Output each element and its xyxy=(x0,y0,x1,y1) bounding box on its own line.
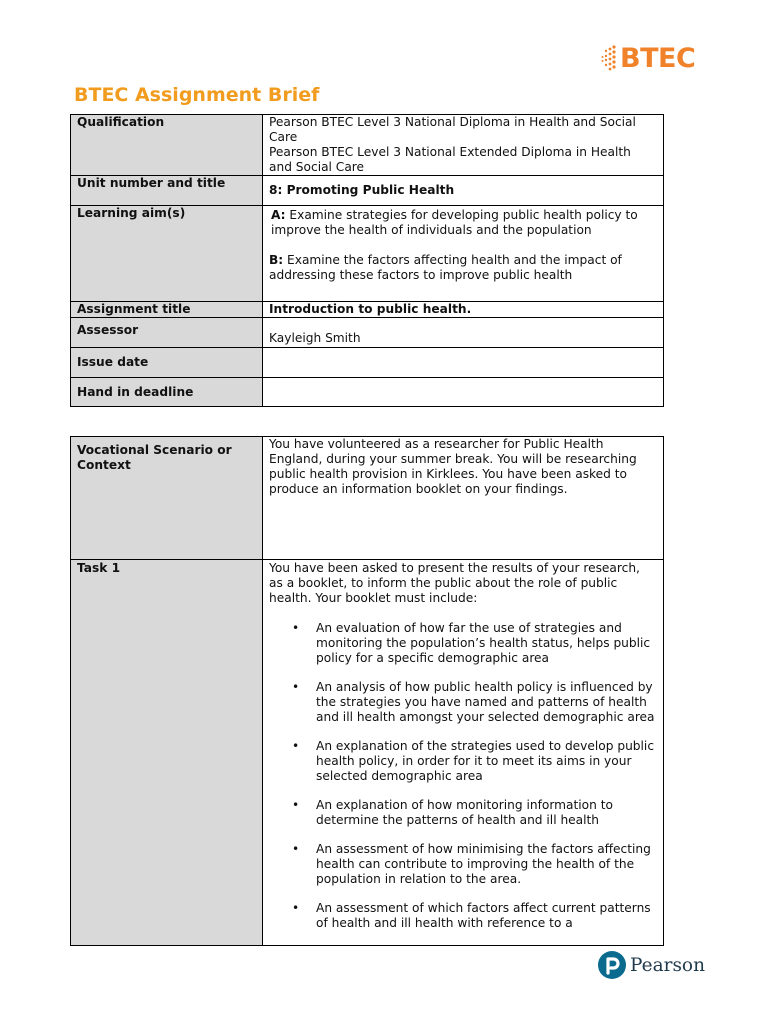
aim-b-key: B: xyxy=(269,253,284,267)
issue-date-row xyxy=(71,348,664,378)
assignment-title-row xyxy=(71,302,664,318)
scenario-task-table xyxy=(70,436,664,946)
assignment-title-label: Assignment title xyxy=(77,302,191,316)
assignment-title-value-cell xyxy=(263,302,664,318)
scenario-text-cell xyxy=(263,437,664,560)
list-item: • An assessment of how minimising the factors affecting health can contribute to improving the health of the population in relation to the area. xyxy=(269,842,657,887)
deadline-value-cell xyxy=(263,378,664,407)
task-1-list xyxy=(269,621,657,931)
qualification-label: Qualification xyxy=(77,115,165,129)
assignment-title-value: Introduction to public health. xyxy=(269,302,472,316)
brief-details-table xyxy=(70,114,664,407)
assessor-value: Kayleigh Smith xyxy=(269,331,361,345)
pearson-logo xyxy=(598,951,705,979)
task-1-content-cell xyxy=(263,560,664,946)
assessor-label-cell xyxy=(71,318,263,348)
aim-a-text: Examine strategies for developing public health policy to improve the health of individuals and the population xyxy=(271,208,638,237)
issue-date-label-cell xyxy=(71,348,263,378)
pearson-p-icon xyxy=(598,951,626,979)
assessor-value-cell xyxy=(263,318,664,348)
task-1-intro: You have been asked to present the results of your research, as a booklet, to inform the public about the role of public health. Your booklet must include: xyxy=(269,561,640,605)
list-item: • An assessment of which factors affect current patterns of health and ill health with reference to a xyxy=(269,901,657,931)
list-item: • An analysis of how public health policy is influenced by the strategies you have named and patterns of health and ill health amongst your selected demographic area xyxy=(269,680,657,725)
deadline-row xyxy=(71,378,664,407)
assignment-title-label-cell xyxy=(71,302,263,318)
unit-value-cell xyxy=(263,176,664,206)
page-title: BTEC Assignment Brief xyxy=(74,84,320,106)
unit-label-cell xyxy=(71,176,263,206)
assessor-label: Assessor xyxy=(77,323,139,337)
scenario-label-cell xyxy=(71,437,263,560)
task-1-row xyxy=(71,560,664,946)
list-item: • An explanation of how monitoring information to determine the patterns of health and ill health xyxy=(269,798,657,828)
qualification-row xyxy=(71,115,664,176)
qualification-line-1: Pearson BTEC Level 3 National Diploma in Health and Social Care xyxy=(269,115,636,144)
learning-aims-label: Learning aim(s) xyxy=(77,206,186,220)
btec-dots-icon xyxy=(600,44,618,72)
aim-b xyxy=(269,253,657,283)
aim-a-key: A: xyxy=(271,208,286,222)
deadline-label-cell xyxy=(71,378,263,407)
btec-logo xyxy=(600,40,700,76)
unit-label: Unit number and title xyxy=(77,176,226,190)
aim-b-text: Examine the factors affecting health and the impact of addressing these factors to improve public health xyxy=(269,253,622,282)
unit-value: 8: Promoting Public Health xyxy=(269,183,455,197)
pearson-logo-text: Pearson xyxy=(630,954,705,976)
learning-aims-row xyxy=(71,206,664,302)
unit-row xyxy=(71,176,664,206)
list-item: • An evaluation of how far the use of strategies and monitoring the population’s health status, helps public policy for a specific demographic area xyxy=(269,621,657,666)
btec-logo-text: BTEC xyxy=(620,42,696,74)
assessor-row xyxy=(71,318,664,348)
list-item: • An explanation of the strategies used to develop public health policy, in order for it to meet its aims in your selected demographic area xyxy=(269,739,657,784)
qualification-value-cell xyxy=(263,115,664,176)
qualification-line-2: Pearson BTEC Level 3 National Extended Diploma in Health and Social Care xyxy=(269,145,631,174)
issue-date-label: Issue date xyxy=(77,355,149,369)
qualification-label-cell xyxy=(71,115,263,176)
issue-date-value-cell xyxy=(263,348,664,378)
learning-aims-value-cell xyxy=(263,206,664,302)
scenario-label: Vocational Scenario or Context xyxy=(77,443,232,472)
task-1-label-cell xyxy=(71,560,263,946)
deadline-label: Hand in deadline xyxy=(77,384,194,399)
scenario-text: You have volunteered as a researcher for Public Health England, during your summer break. You will be researching public health provision in Kirklees. You have been asked to produce an information booklet on your findings. xyxy=(269,437,637,496)
scenario-row xyxy=(71,437,664,560)
task-1-label: Task 1 xyxy=(77,561,121,575)
aim-a xyxy=(269,208,657,238)
learning-aims-label-cell xyxy=(71,206,263,302)
